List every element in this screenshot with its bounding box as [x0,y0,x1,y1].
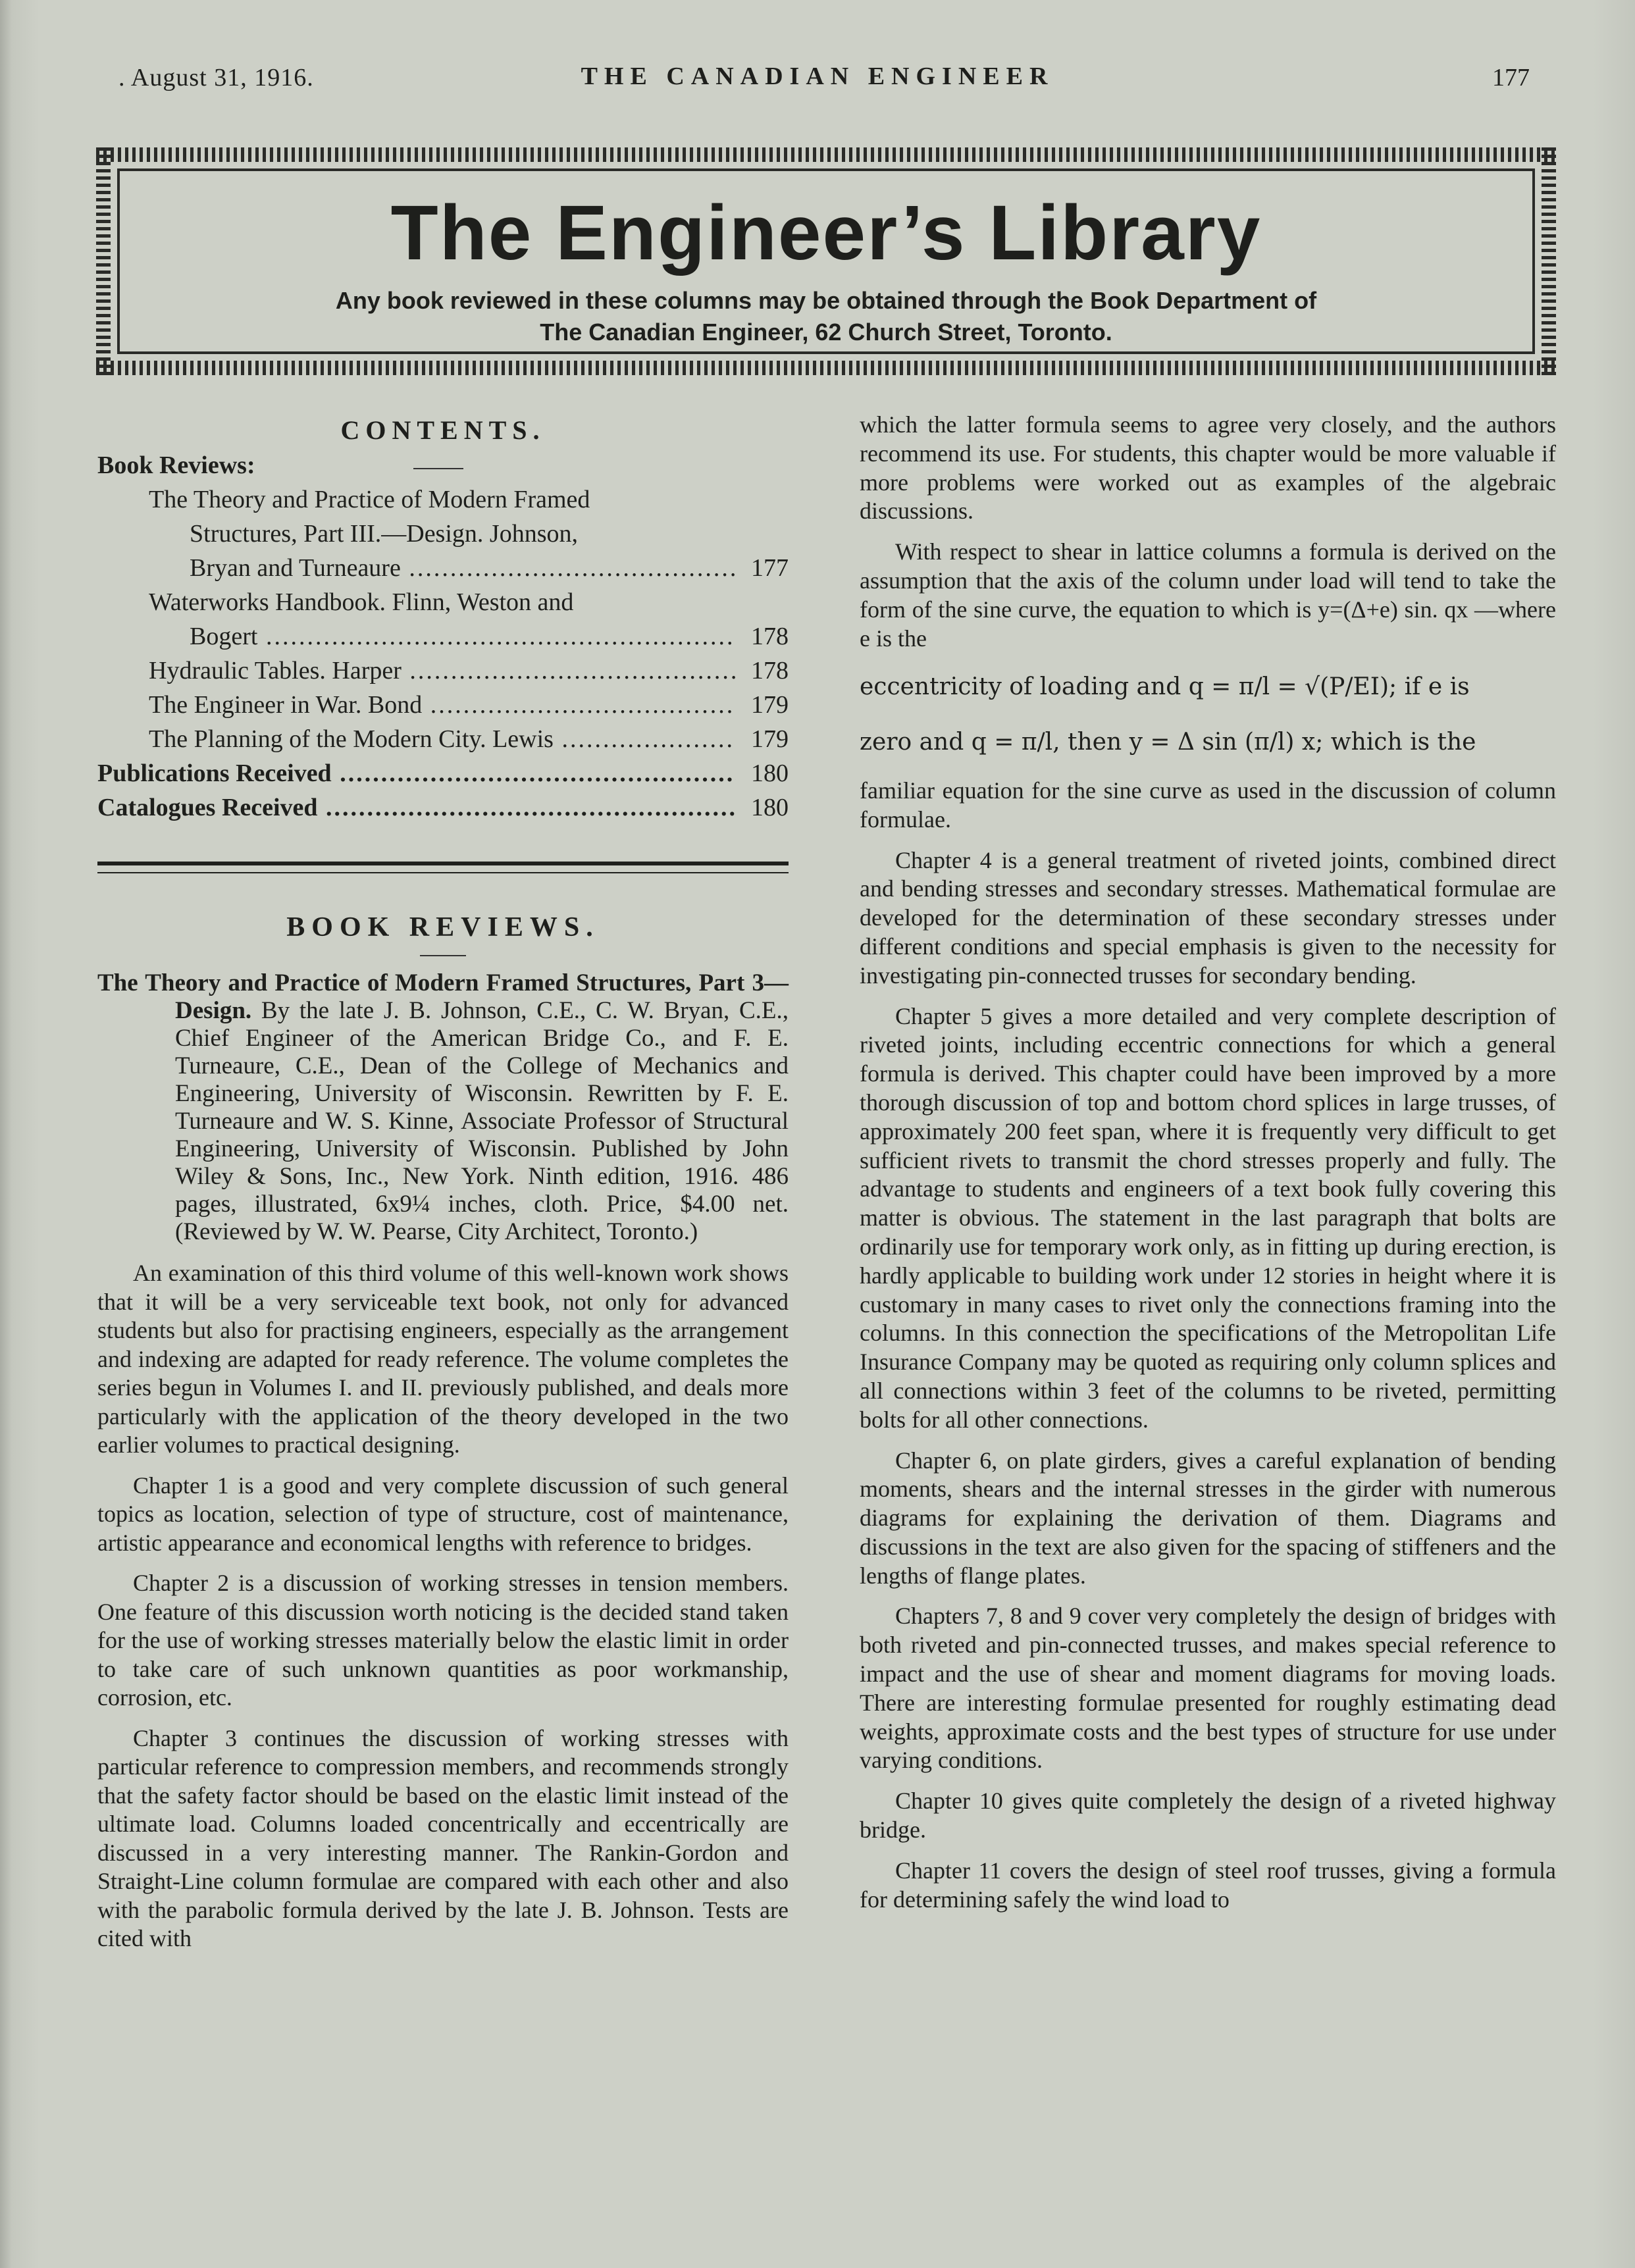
toc-entry-text: Waterworks Handbook. Flinn, Weston and [149,588,574,616]
toc-entry-text: Bogert ..... [190,619,736,654]
toc-entry-page: 179 [751,725,789,753]
toc-entry-text: Structures, Part III.—Design. Johnson, [190,520,578,548]
toc-entry[interactable] [97,756,789,790]
review-citation [97,969,789,1246]
journal-title: THE CANADIAN ENGINEER [581,63,1054,90]
toc-entry-page: 178 [751,657,789,684]
toc-entry[interactable] [97,722,789,756]
book-reviews-heading: BOOK REVIEWS. [286,912,600,942]
formula-line: zero and q = π/l, then y = Δ sin (π/l) x; which is the [860,729,1476,756]
toc-entry-text: The Engineer in War. Bond ..... [149,688,736,722]
review-paragraph: Chapter 3 continues the discussion of working stresses with particular reference to compression members, and recommends strongly that the safety factor should be based on the elastic limit instead of the ultimate load. Columns loaded concentrically and eccentrically are discussed in a very interesting manner. The Rankin-Gordon and Straight-Line column formulae are compared with each other and also with the parabolic formula derived by the late J. B. Johnson. Tests are cited with [97,1724,789,1951]
review-paragraph: An examination of this third volume of this well-known work shows that it will be a very serviceable text book, not only for advanced students but also for practising engineers, especially as the arrangement and indexing are adapted for ready reference. The volume completes the series begun in Volumes I. and II. previously published, and deals more particularly with the application of the theory developed in the two earlier volumes to practical designing. [97,1260,789,1458]
review-paragraph: familiar equation for the sine curve as used in the discussion of column formulae. [860,777,1556,833]
toc-entry[interactable] [97,654,789,688]
banner-title: The Engineer’s Library [390,190,1262,276]
right-column [860,411,1556,1914]
citation-title: The Theory and Practice of Modern Framed Structures, Part 3—Design. [97,969,789,1024]
page-number: 177 [1492,64,1530,91]
review-paragraph: Chapter 10 gives quite completely the design of a riveted highway bridge. [860,1788,1556,1843]
review-paragraph: Chapter 6, on plate girders, gives a careful explanation of bending moments, shears and the internal stresses in the girder with numerous diagrams for explaining the derivation of them. Diagrams and discussions in the text are also given for the spacing of stiffeners and the lengths of flange plates. [860,1447,1556,1589]
review-body-left [97,1259,789,1953]
contents-list [97,482,789,825]
toc-entry[interactable] [97,790,789,825]
toc-entry-text: Catalogues Received ..... [97,790,736,825]
toc-entry-page: 178 [751,623,789,650]
toc-entry-text: The Planning of the Modern City. Lewis ..... [149,722,736,756]
heading-dash [420,955,466,956]
review-paragraph: Chapters 7, 8 and 9 cover very completely the design of bridges with both riveted and pin-connected trusses, and makes special reference to impact and the use of shear and moment diagrams for moving loads. There are interesting formulae presented for roughly estimating dead weights, approximate costs and the best types of structure for use under varying conditions. [860,1603,1556,1774]
review-paragraph: With respect to shear in lattice columns a formula is derived on the assumption that the axis of the column under load will tend to take the form of the sine curve, the equation to which is y=(Δ+e) sin. qx —where e is the [860,538,1556,652]
toc-entry-page: 177 [751,554,789,582]
toc-entry[interactable] [97,551,789,585]
section-divider [97,862,789,873]
toc-entry-text: The Theory and Practice of Modern Framed [149,486,590,513]
contents-label-text: Book Reviews: [97,451,255,479]
left-column [97,408,789,1953]
contents-dash [413,468,463,469]
toc-entry[interactable] [97,482,789,517]
review-paragraph: Chapter 2 is a discussion of working stresses in tension members. One feature of this discussion worth noticing is the decided stand taken for the use of working stresses materially below the elastic limit in order to take care of such unknown quantities as poor workmanship, corrosion, etc. [97,1570,789,1711]
banner-subtitle-line2: The Canadian Engineer, 62 Church Street, Toronto. [540,319,1112,346]
contents-heading: CONTENTS. [340,415,546,445]
banner-subtitle-line1: Any book reviewed in these columns may be obtained through the Book Department of [335,287,1317,314]
toc-entry[interactable] [97,517,789,551]
toc-entry-page: 179 [751,691,789,719]
toc-entry-page: 180 [751,760,789,787]
review-paragraph: which the latter formula seems to agree very closely, and the authors recommend its use. For students, this chapter would be more valuable if more problems were worked out as examples of the algebraic discussions. [860,411,1556,525]
formula-line: eccentricity of loading and q = π/l = √(P/EI); if e is [860,673,1470,701]
contents-book-reviews-label [97,451,789,480]
review-paragraph: Chapter 5 gives a more detailed and very complete description of riveted joints, including eccentric connections for which a general formula is derived. This chapter could have been improved by a more thorough discussion of top and bottom chord splices in large trusses, of approximately 200 feet span, where it is frequently very difficult to get sufficient rivets to transmit the chord stresses properly and fully. The advantage to students and engineers of a text book fully covering this matter is obvious. The statement in the last paragraph that bolts are ordinarily use for temporary work only, as in fitting up during erection, is hardly applicable to building work under 12 stories in height where it is customary in many cases to rivet only the connections framing into the columns. In this connection the specifications of the Metropolitan Life Insurance Company may be quoted as requiring only column splices and all connections within 3 feet of the columns to be riveted, permitting bolts for all other connections. [860,1002,1556,1433]
toc-entry-page: 180 [751,794,789,821]
review-paragraph: Chapter 1 is a good and very complete discussion of such general topics as location, selection of type of structure, cost of maintenance, artistic appearance and economical lengths with reference to bridges. [97,1472,789,1556]
toc-entry[interactable] [97,688,789,722]
toc-entry-text: Hydraulic Tables. Harper ..... [149,654,736,688]
citation-details: By the late J. B. Johnson, C.E., C. W. Bryan, C.E., Chief Engineer of the American Bridge Co., and F. E. Turneaure, C.E., Dean of the College of Mechanics and Engineering, University of Wisconsin. Rewritten by F. E. Turneaure and W. S. Kinne, Associate Professor of Structural Engineering, University of Wisconsin. Published by John Wiley & Sons, Inc., New York. Ninth edition, 1916. 486 pages, illustrated, 6x9¼ inches, cloth. Price, $4.00 net. (Reviewed by W. W. Pearse, City Architect, Toronto.) [175,997,789,1245]
toc-entry-text: Bryan and Turneaure ..... [190,551,736,585]
issue-date: . August 31, 1916. [118,64,314,91]
library-banner [96,147,1556,375]
toc-entry-text: Publications Received ..... [97,756,736,790]
review-paragraph: Chapter 11 covers the design of steel roof trusses, giving a formula for determining safely the wind load to [860,1857,1556,1913]
toc-entry[interactable] [97,585,789,619]
toc-entry[interactable] [97,619,789,654]
review-paragraph: Chapter 4 is a general treatment of riveted joints, combined direct and bending stresses and secondary stresses. Mathematical formulae are developed for the determination of these secondary stresses under different conditions and special emphasis is given to the necessity for investigating pin-connected trusses for secondary bending. [860,846,1556,989]
